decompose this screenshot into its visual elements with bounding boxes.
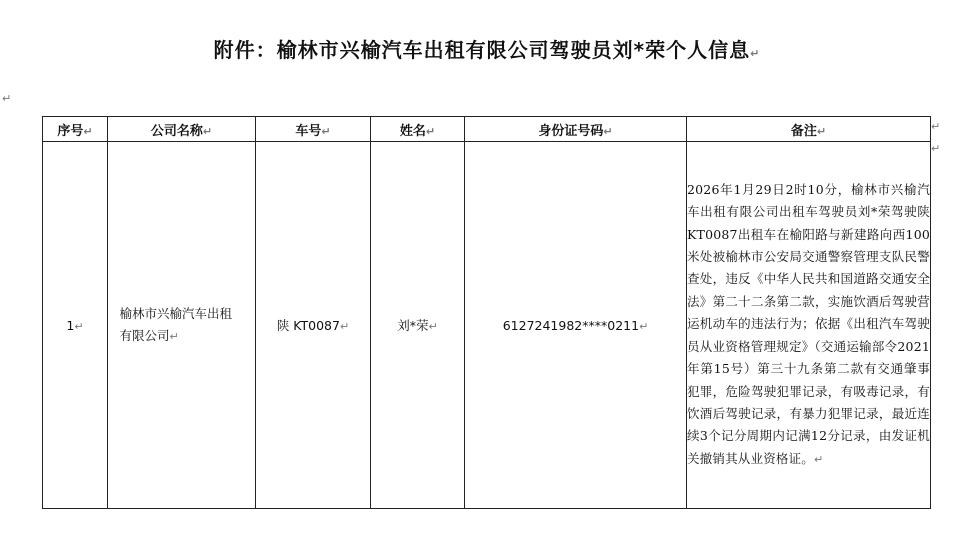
paragraph-mark: ↵ — [750, 47, 761, 60]
paragraph-mark: ↵ — [931, 120, 941, 133]
paragraph-mark: ↵ — [74, 319, 84, 333]
header-index: 序号↵ — [43, 117, 108, 142]
table-row — [43, 142, 931, 509]
paragraph-mark: ↵ — [169, 329, 179, 343]
header-company: 公司名称↵ — [108, 117, 256, 142]
header-id-number: 身份证号码↵ — [465, 117, 687, 142]
cell-plate: 陕 KT0087↵ — [256, 142, 371, 509]
paragraph-mark: ↵ — [83, 124, 93, 138]
header-remarks: 备注↵ — [687, 117, 931, 142]
paragraph-mark: ↵ — [603, 124, 613, 138]
paragraph-mark: ↵ — [321, 124, 331, 138]
cell-id-number: 6127241982****0211↵ — [465, 142, 687, 509]
cell-remarks: 2026年1月29日2时10分，榆林市兴榆汽车出租有限公司出租车驾驶员刘*荣驾驶陕KT0087出租车在榆阳路与新建路向西100米处被榆林市公安局交通警察管理支队民警查处，违反《中华人民共和国道路交通安全法》第二十二条第二款，实施饮酒后驾驶营运机动车的违法行为；依据《出租汽车驾驶员从业资格管理规定》（交通运输部令2021年第15号）第三十九条第二款有交通肇事犯罪，危险驾驶犯罪记录，有吸毒记录，有饮酒后驾驶记录，有暴力犯罪记录，最近连续3个记分周期内记满12分记录，由发证机关撤销其从业资格证。↵ — [687, 142, 931, 509]
table-header-row — [43, 117, 931, 142]
cell-index: 1↵ — [43, 142, 108, 509]
paragraph-mark: ↵ — [428, 320, 438, 333]
paragraph-mark: ↵ — [202, 124, 213, 138]
title-text: 附件：榆林市兴榆汽车出租有限公司驾驶员刘*荣个人信息 — [213, 38, 751, 62]
header-plate: 车号↵ — [256, 117, 371, 142]
paragraph-mark: ↵ — [339, 320, 350, 333]
header-name: 姓名↵ — [371, 117, 465, 142]
paragraph-mark: ↵ — [816, 124, 827, 138]
paragraph-mark: ↵ — [814, 452, 824, 466]
document-title — [0, 34, 974, 63]
personal-info-table — [42, 116, 931, 509]
paragraph-mark: ↵ — [425, 124, 436, 138]
cell-company: 榆林市兴榆汽车出租有限公司↵ — [108, 142, 256, 509]
paragraph-mark: ↵ — [639, 319, 649, 333]
paragraph-mark: ↵ — [2, 92, 12, 105]
cell-name: 刘*荣↵ — [371, 142, 465, 509]
paragraph-mark: ↵ — [931, 142, 941, 155]
